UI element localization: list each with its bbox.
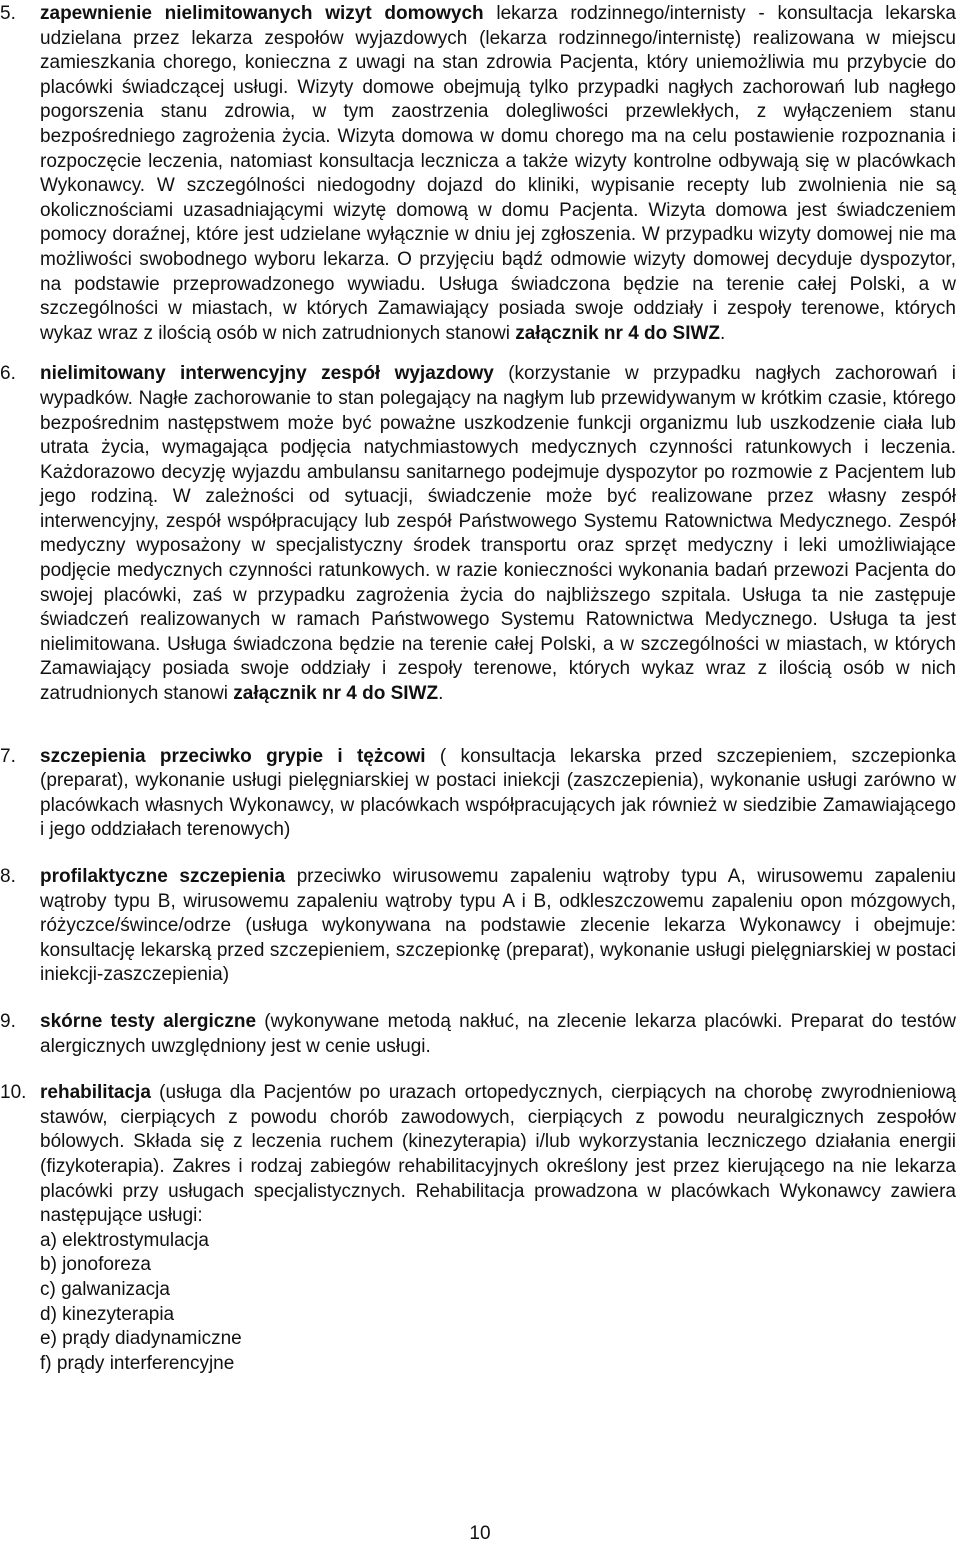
page-number: 10	[469, 1523, 491, 1544]
item-text: ( konsultacja lekarska przed szczepieniem, szczepionka (preparat), wykonanie usługi pielęgniarskiej w postaci iniekcji (zaszczepienia), wykonanie usługi zarówno w placówkach własnych Wykonawcy, w placówkach współpracujących jak również w siedzibie Zamawiającego i jego oddziałach terenowych)	[40, 745, 956, 841]
sub-list-item: b) jonoforeza	[40, 1254, 151, 1276]
sub-list-item: c) galwanizacja	[40, 1278, 170, 1300]
item-text-end: .	[720, 322, 726, 344]
item-text: lekarza rodzinnego/internisty - konsultacja lekarska udzielana przez lekarza zespołów wyjazdowych (lekarza rodzinnego/internistę) realizowana w miejscu zamieszkania chorego, konieczna z uwagi na stan zdrowia Pacjenta, który uniemożliwia mu przybycie do placówki świadczącej usługi. Wizyty domowe obejmują tylko przypadki nagłych zachorowań lub nagłego pogorszenia stanu zdrowia, w tym zaostrzenia dolegliwości przewlekłych, z wyłączeniem stanu bezpośredniego zagrożenia życia. Wizyta domowa w domu chorego ma na celu postawienie rozpoznania i rozpoczęcie leczenia, natomiast konsultacja lecznicza a także wizyty kontrolne odbywają się w placówkach Wykonawcy. W szczególności niedogodny dojazd do kliniki, wypisanie recepty lub zwolnienia nie są okolicznościami uzasadniającymi wizytę domową w domu Pacjenta. Wizyta domowa jest świadczeniem pomocy doraźnej, które jest udzielane wyłącznie w dniu jej zgłoszenia. W przypadku wizyty domowej nie ma możliwości swobodnego wyboru lekarza. O przyjęciu bądź odmowie wizyty domowej decyduje dyspozytor, na podstawie przeprowadzonego wywiadu. Usługa świadczona będzie na terenie całej Polski, a w szczególności w miastach, w których Zamawiający posiada swoje oddziały i zespoły terenowe, których wykaz wraz z ilością osób w nich zatrudnionych stanowi	[40, 3, 956, 344]
attachment-reference: załącznik nr 4 do SIWZ	[515, 322, 721, 344]
list-item-10	[0, 1081, 960, 1376]
item-text: (usługa dla Pacjentów po urazach ortopedycznych, cierpiących na chorobę zwyrodnieniową stawów, cierpiących z powodu chorób zawodowych, cierpiących z powodu neuralgicznych zespołów bólowych. Składa się z leczenia ruchem (kinezyterapia) i/lub wykorzystania leczniczego działania energii (fizykoterapia). Zakres i rodzaj zabiegów rehabilitacyjnych określony jest przez kierującego na nie lekarza placówki przy usługach specjalistycznych. Rehabilitacja prowadzona w placówkach Wykonawcy zawiera następujące usługi:	[40, 1082, 957, 1227]
item-title: zapewnienie nielimitowanych wizyt domowych	[40, 3, 484, 24]
item-number: 8.	[0, 866, 16, 887]
item-text: (wykonywane metodą nakłuć, na zlecenie lekarza placówki. Preparat do testów alergicznych uwzględniony jest w cenie usługi.	[40, 1010, 957, 1057]
item-text-end: .	[438, 683, 444, 705]
item-number: 10.	[0, 1082, 27, 1104]
item-paragraph	[40, 2, 956, 346]
list-item-5	[0, 2, 960, 346]
list-item-9	[0, 1010, 960, 1059]
item-title: profilaktyczne szczepienia	[40, 866, 286, 887]
item-title: rehabilitacja	[40, 1082, 151, 1104]
list-item-7	[0, 745, 960, 843]
item-title: szczepienia przeciwko grypie i tężcowi	[40, 745, 426, 767]
item-number: 5.	[0, 3, 16, 24]
sub-list-item: a) elektrostymulacja	[40, 1229, 209, 1251]
item-text: (korzystanie w przypadku nagłych zachorowań i wypadków. Nagłe zachorowanie to stan polegający na nagłym lub przewidywanym w krótkim czasie, którego bezpośrednim następstwem może być poważne uszkodzenie funkcji organizmu lub uszkodzenie ciała lub utrata życia, wymagająca podjęcia natychmiastowych medycznych czynności ratunkowych i leczenia. Każdorazowo decyzję wyjazdu ambulansu sanitarnego podejmuje dyspozytor po rozmowie z Pacjentem lub jego rodziną. W zależności od sytuacji, świadczenie może być realizowane przez własny zespół interwencyjny, zespół współpracujący lub zespół Państwowego Systemu Ratownictwa Medycznego. Zespół medyczny wyposażony w specjalistyczny środek transportu oraz sprzęt medyczny i leki umożliwiające podjęcie medycznych czynności ratunkowych. w razie konieczności wykonania badań przewozi Pacjenta do swojej placówki, zaś w przypadku zagrożenia życia do najbliższego szpitala. Usługa ta nie zastępuje świadczeń realizowanych w ramach Państwowego Systemu Ratownictwa Medycznego. Usługa ta jest nielimitowana. Usługa świadczona będzie na terenie całej Polski, a w szczególności w miastach, w których Zamawiający posiada swoje oddziały i zespoły terenowe, których wykaz wraz z ilością osób w nich zatrudnionych stanowi	[40, 363, 957, 705]
item-paragraph	[40, 1081, 956, 1229]
item-title: skórne testy alergiczne	[40, 1010, 257, 1032]
item-paragraph	[40, 1010, 956, 1059]
item-paragraph	[40, 362, 956, 706]
attachment-reference: załącznik nr 4 do SIWZ	[233, 683, 439, 705]
item-paragraph	[40, 865, 956, 988]
sub-list-item: d) kinezyterapia	[40, 1303, 175, 1325]
list-item-8	[0, 865, 960, 988]
item-paragraph	[40, 745, 956, 843]
sub-list	[40, 1229, 956, 1377]
item-number: 9.	[0, 1010, 16, 1032]
sub-list-item: f) prądy interferencyjne	[40, 1352, 235, 1374]
item-title: nielimitowany interwencyjny zespół wyjazdowy	[40, 363, 494, 385]
item-number: 7.	[0, 745, 16, 767]
sub-list-item: e) prądy diadynamiczne	[40, 1328, 242, 1350]
item-text: przeciwko wirusowemu zapaleniu wątroby typu A, wirusowemu zapaleniu wątroby typu B, wirusowemu zapaleniu wątroby typu A i B, odkleszczowemu zapaleniu opon mózgowych, różyczce/śwince/odrze (usługa wykonywana na podstawie zlecenie lekarza Wykonawcy i obejmuje: konsultację lekarską przed szczepieniem, szczepionkę (preparat), wykonanie usługi pielęgniarskiej w postaci iniekcji-zaszczepienia)	[40, 866, 957, 986]
list-item-6	[0, 362, 960, 706]
item-number: 6.	[0, 363, 16, 385]
